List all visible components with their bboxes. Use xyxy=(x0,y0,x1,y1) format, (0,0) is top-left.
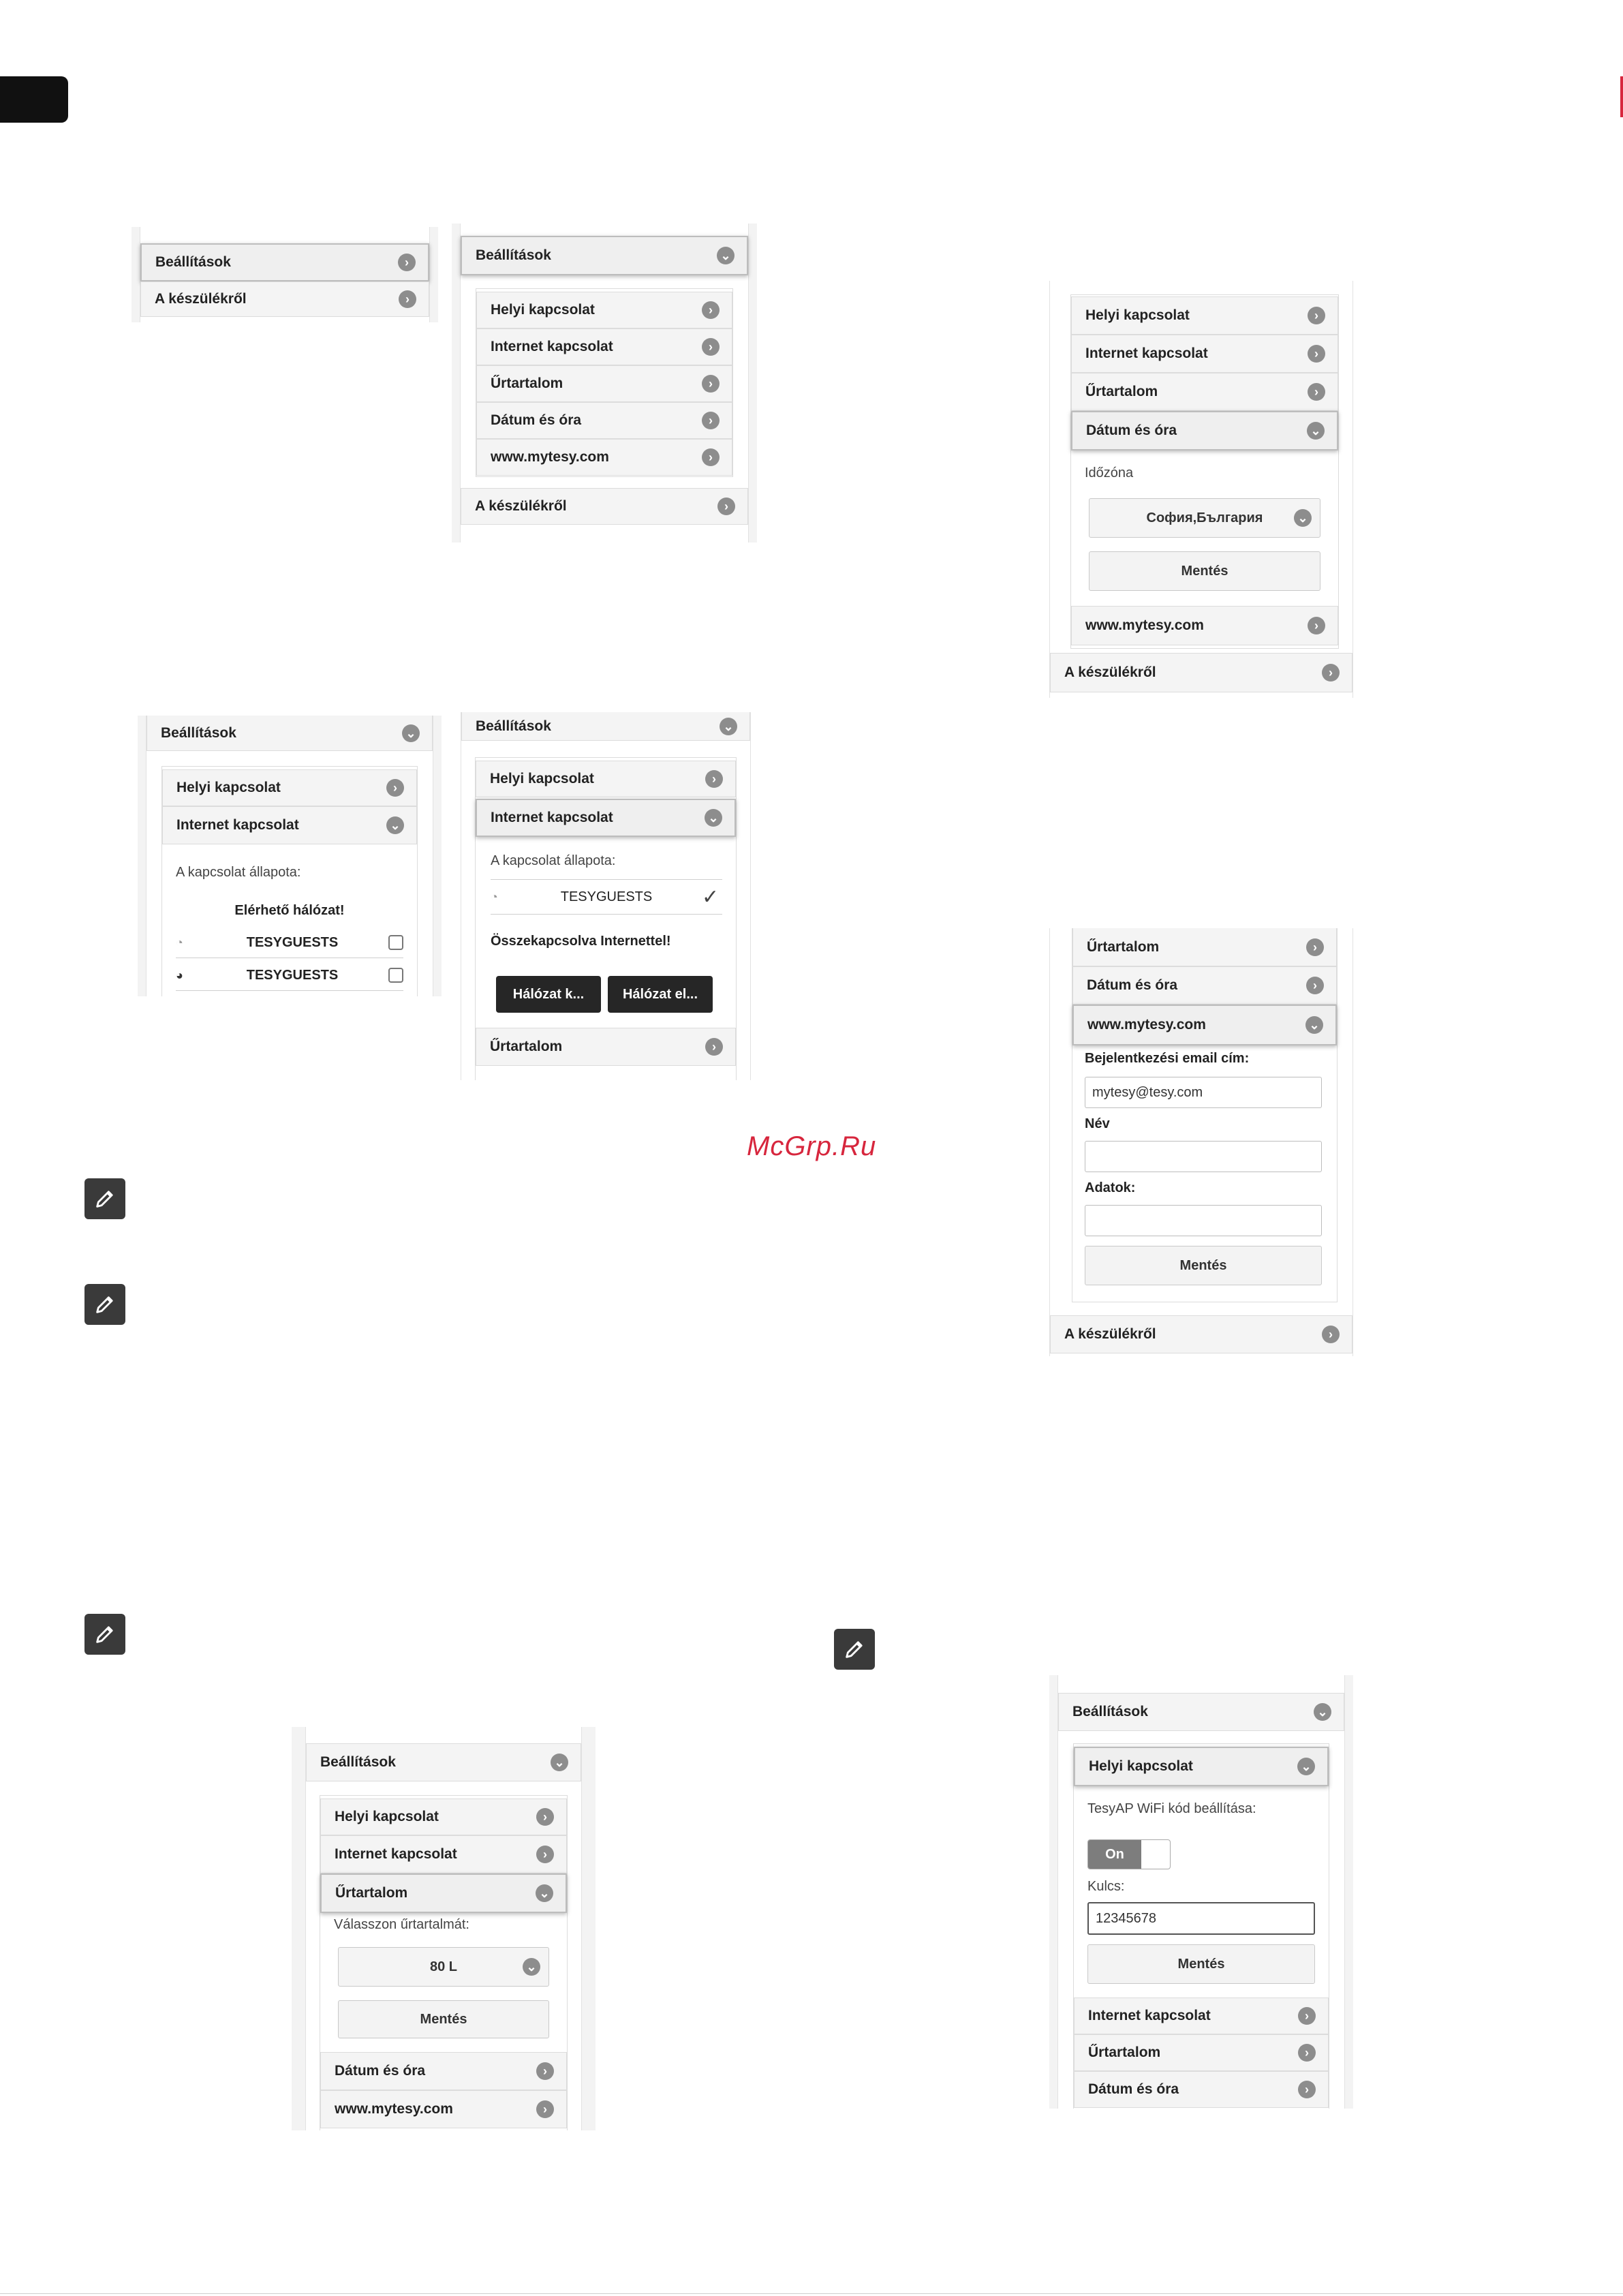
chevron-down-icon: ⌄ xyxy=(705,809,722,827)
submenu-item-capacity[interactable] xyxy=(1074,2034,1329,2071)
available-network-text: Elérhető hálózat! xyxy=(234,903,345,918)
menu-item-about[interactable] xyxy=(140,281,429,317)
screenshot-mytesy xyxy=(1049,928,1353,1356)
chevron-right-icon: › xyxy=(702,412,720,429)
timezone-value: София,България xyxy=(1146,510,1263,525)
submenu-item-label: Helyi kapcsolat xyxy=(1089,1758,1193,1774)
submenu-item-local[interactable] xyxy=(320,1798,567,1835)
screenshot-internet-connected xyxy=(461,712,751,1080)
submenu-item-local[interactable] xyxy=(476,761,736,797)
submenu-item-label: www.mytesy.com xyxy=(1085,617,1204,633)
submenu-item-internet[interactable] xyxy=(476,799,736,837)
submenu-item-label: Internet kapcsolat xyxy=(1088,2008,1211,2023)
submenu-item-label: Űrtartalom xyxy=(491,376,563,391)
submenu-list xyxy=(1072,928,1338,1302)
menu-item-label: A készülékről xyxy=(155,291,247,307)
wifi-code-label: TesyAP WiFi kód beállítása: xyxy=(1087,1801,1256,1816)
data-label: Adatok: xyxy=(1085,1180,1136,1195)
submenu-item-local[interactable] xyxy=(476,292,732,328)
submenu-item-capacity[interactable] xyxy=(1071,373,1338,411)
submenu-item-label: Űrtartalom xyxy=(335,1885,408,1901)
timezone-select[interactable] xyxy=(1089,498,1320,538)
connection-status-label: A kapcsolat állapota: xyxy=(491,853,616,868)
submenu-item-label: Űrtartalom xyxy=(1087,938,1160,955)
capacity-select[interactable] xyxy=(338,1947,549,1987)
chevron-right-icon: › xyxy=(702,448,720,466)
chevron-right-icon: › xyxy=(399,290,416,308)
screenshot-capacity xyxy=(292,1727,596,2130)
key-label: Kulcs: xyxy=(1087,1879,1125,1894)
network-row[interactable] xyxy=(176,928,403,958)
name-label: Név xyxy=(1085,1116,1110,1131)
capacity-label: Válasszon űrtartalmát: xyxy=(334,1917,469,1932)
submenu-item-local[interactable] xyxy=(1074,1747,1329,1786)
chevron-down-icon: ⌄ xyxy=(1294,509,1312,527)
wifi-toggle[interactable] xyxy=(1087,1839,1171,1869)
submenu-item-datetime[interactable] xyxy=(1074,2071,1329,2108)
timezone-label: Időzóna xyxy=(1085,465,1134,480)
submenu-item-capacity[interactable] xyxy=(1072,928,1337,966)
email-field[interactable]: mytesy@tesy.com xyxy=(1085,1077,1322,1108)
wifi-weak-icon: ◔ xyxy=(491,889,498,904)
chevron-right-icon: › xyxy=(1298,2081,1316,2098)
network-connect-button[interactable]: Hálózat k... xyxy=(496,976,601,1013)
chevron-down-icon: ⌄ xyxy=(523,1958,540,1976)
submenu-item-internet[interactable] xyxy=(1074,1997,1329,2034)
network-disconnect-button[interactable]: Hálózat el... xyxy=(608,976,713,1013)
submenu-item-label: Dátum és óra xyxy=(491,412,582,428)
submenu-item-datetime[interactable] xyxy=(1071,411,1338,450)
submenu-item-label: Internet kapcsolat xyxy=(491,810,613,825)
submenu-item-label: Dátum és óra xyxy=(335,2063,426,2079)
submenu-item-label: Helyi kapcsolat xyxy=(1085,307,1190,323)
submenu-item-label: Internet kapcsolat xyxy=(491,339,613,354)
submenu-item-label: www.mytesy.com xyxy=(491,449,609,465)
submenu-item-label: Űrtartalom xyxy=(1085,384,1158,399)
submenu-item-label: Űrtartalom xyxy=(1088,2045,1161,2060)
submenu-item-internet[interactable] xyxy=(320,1835,567,1873)
chevron-right-icon: › xyxy=(536,1808,554,1826)
menu-item-label: A készülékről xyxy=(1064,664,1156,680)
menu-header-settings[interactable] xyxy=(306,1743,581,1781)
wifi-weak-icon: ◔ xyxy=(176,935,183,949)
chevron-right-icon: › xyxy=(1308,345,1325,363)
submenu-item-local[interactable] xyxy=(1071,296,1338,335)
network-name: TESYGUESTS xyxy=(560,889,653,904)
note-pencil-icon xyxy=(84,1284,125,1325)
watermark: McGrp.Ru xyxy=(747,1131,877,1161)
toggle-on-label: On xyxy=(1088,1840,1141,1869)
chevron-right-icon: › xyxy=(1308,383,1325,401)
submenu-list xyxy=(475,757,737,1080)
chevron-right-icon: › xyxy=(1298,2044,1316,2062)
menu-header-settings[interactable] xyxy=(1058,1693,1344,1731)
wifi-strong-icon: ◕ xyxy=(176,968,183,982)
screenshot-local-connection xyxy=(1049,1675,1353,2109)
submenu-list xyxy=(476,288,733,477)
menu-item-label: Beállítások xyxy=(155,254,231,270)
chevron-right-icon: › xyxy=(717,498,735,515)
save-button[interactable]: Mentés xyxy=(338,2000,549,2038)
page-tab-marker xyxy=(0,76,68,123)
chevron-right-icon: › xyxy=(1322,664,1340,682)
menu-item-settings[interactable] xyxy=(140,243,429,281)
submenu-list xyxy=(1073,1743,1329,2109)
check-icon: ✓ xyxy=(702,885,720,908)
submenu-list xyxy=(1070,294,1339,649)
submenu-item-datetime[interactable] xyxy=(476,402,732,439)
page-bottom-rule xyxy=(0,2293,1623,2294)
note-pencil-icon xyxy=(84,1614,125,1655)
screenshot-settings-expanded xyxy=(452,224,757,542)
submenu-item-mytesy[interactable] xyxy=(320,2090,567,2128)
menu-header-settings[interactable] xyxy=(461,236,748,275)
screenshot-internet-networks xyxy=(138,716,442,996)
connected-status-text: Összekapcsolva Internettel! xyxy=(491,934,671,949)
submenu-list xyxy=(320,1795,568,2130)
chevron-right-icon: › xyxy=(1298,2007,1316,2025)
network-name: TESYGUESTS xyxy=(246,934,339,950)
menu-item-about[interactable] xyxy=(461,488,748,525)
screenshot-datetime xyxy=(1049,281,1353,698)
chevron-right-icon: › xyxy=(386,779,404,797)
submenu-item-label: Internet kapcsolat xyxy=(1085,346,1208,361)
key-field[interactable]: 12345678 xyxy=(1087,1902,1315,1935)
chevron-right-icon: › xyxy=(705,770,723,788)
chevron-down-icon: ⌄ xyxy=(1307,422,1325,440)
save-button[interactable]: Mentés xyxy=(1085,1246,1322,1285)
submenu-item-capacity[interactable] xyxy=(476,1028,736,1066)
submenu-item-mytesy[interactable] xyxy=(1072,1005,1337,1045)
chevron-down-icon: ⌄ xyxy=(1305,1016,1323,1034)
chevron-right-icon: › xyxy=(705,1038,723,1056)
screenshot-settings-collapsed xyxy=(132,227,438,322)
connected-network-row[interactable] xyxy=(491,879,722,915)
submenu-item-mytesy[interactable] xyxy=(1071,606,1338,645)
note-pencil-icon xyxy=(84,1178,125,1219)
menu-header-label: Beállítások xyxy=(476,247,551,263)
chevron-right-icon: › xyxy=(702,338,720,356)
submenu-item-internet[interactable] xyxy=(162,806,417,844)
chevron-down-icon: ⌄ xyxy=(536,1884,553,1902)
submenu-item-capacity[interactable] xyxy=(320,1873,567,1913)
submenu-item-label: www.mytesy.com xyxy=(1087,1017,1206,1032)
menu-header-settings[interactable] xyxy=(461,712,750,741)
submenu-item-label: Internet kapcsolat xyxy=(176,817,299,833)
submenu-item-label: Űrtartalom xyxy=(490,1039,563,1054)
menu-item-about[interactable] xyxy=(1050,653,1352,692)
submenu-item-datetime[interactable] xyxy=(320,2052,567,2090)
menu-item-about[interactable] xyxy=(1050,1315,1352,1353)
submenu-item-label: Helyi kapcsolat xyxy=(335,1809,439,1824)
submenu-item-mytesy[interactable] xyxy=(476,439,732,476)
email-label: Bejelentkezési email cím: xyxy=(1085,1051,1250,1066)
lock-icon xyxy=(388,935,403,950)
menu-header-label: Beállítások xyxy=(476,718,551,734)
submenu-list xyxy=(161,766,418,996)
lock-icon xyxy=(388,968,403,983)
submenu-item-internet[interactable] xyxy=(476,328,732,365)
submenu-item-internet[interactable] xyxy=(1071,335,1338,373)
submenu-item-label: Dátum és óra xyxy=(1087,977,1178,993)
chevron-down-icon: ⌄ xyxy=(720,718,737,735)
menu-item-label: A készülékről xyxy=(475,498,567,514)
chevron-right-icon: › xyxy=(702,301,720,319)
submenu-item-datetime[interactable] xyxy=(1072,966,1337,1005)
chevron-right-icon: › xyxy=(702,375,720,393)
chevron-right-icon: › xyxy=(1306,977,1324,994)
chevron-down-icon: ⌄ xyxy=(1314,1703,1331,1721)
chevron-right-icon: › xyxy=(1322,1326,1340,1343)
network-row[interactable] xyxy=(176,960,403,991)
submenu-item-label: Helyi kapcsolat xyxy=(491,302,595,318)
submenu-item-local[interactable] xyxy=(162,769,417,806)
menu-header-settings[interactable] xyxy=(146,716,433,751)
chevron-right-icon: › xyxy=(536,2100,554,2118)
chevron-down-icon: ⌄ xyxy=(1297,1758,1315,1775)
chevron-down-icon: ⌄ xyxy=(402,724,420,742)
menu-item-label: A készülékről xyxy=(1064,1326,1156,1342)
submenu-item-label: www.mytesy.com xyxy=(335,2101,453,2117)
network-name: TESYGUESTS xyxy=(246,967,339,983)
connection-status-label: A kapcsolat állapota: xyxy=(176,865,301,880)
submenu-item-capacity[interactable] xyxy=(476,365,732,402)
data-field[interactable] xyxy=(1085,1205,1322,1236)
save-button[interactable]: Mentés xyxy=(1087,1944,1315,1984)
chevron-right-icon: › xyxy=(398,254,416,271)
menu-header-label: Beállítások xyxy=(320,1754,396,1770)
submenu-item-label: Helyi kapcsolat xyxy=(490,771,594,786)
submenu-item-label: Helyi kapcsolat xyxy=(176,780,281,795)
submenu-item-label: Internet kapcsolat xyxy=(335,1846,457,1862)
chevron-right-icon: › xyxy=(536,1846,554,1863)
name-field[interactable] xyxy=(1085,1141,1322,1172)
chevron-right-icon: › xyxy=(1306,938,1324,956)
submenu-item-label: Dátum és óra xyxy=(1086,423,1177,438)
chevron-right-icon: › xyxy=(536,2062,554,2080)
chevron-right-icon: › xyxy=(1308,617,1325,634)
capacity-value: 80 L xyxy=(429,1959,458,1974)
chevron-down-icon: ⌄ xyxy=(551,1754,568,1771)
chevron-down-icon: ⌄ xyxy=(717,247,735,264)
menu-header-label: Beállítások xyxy=(161,724,236,741)
chevron-down-icon: ⌄ xyxy=(386,816,404,834)
right-edge-marker xyxy=(1620,76,1623,117)
save-button[interactable]: Mentés xyxy=(1089,551,1320,591)
submenu-item-label: Dátum és óra xyxy=(1088,2081,1179,2097)
menu-header-label: Beállítások xyxy=(1072,1704,1148,1719)
note-pencil-icon xyxy=(834,1629,875,1670)
chevron-right-icon: › xyxy=(1308,307,1325,324)
